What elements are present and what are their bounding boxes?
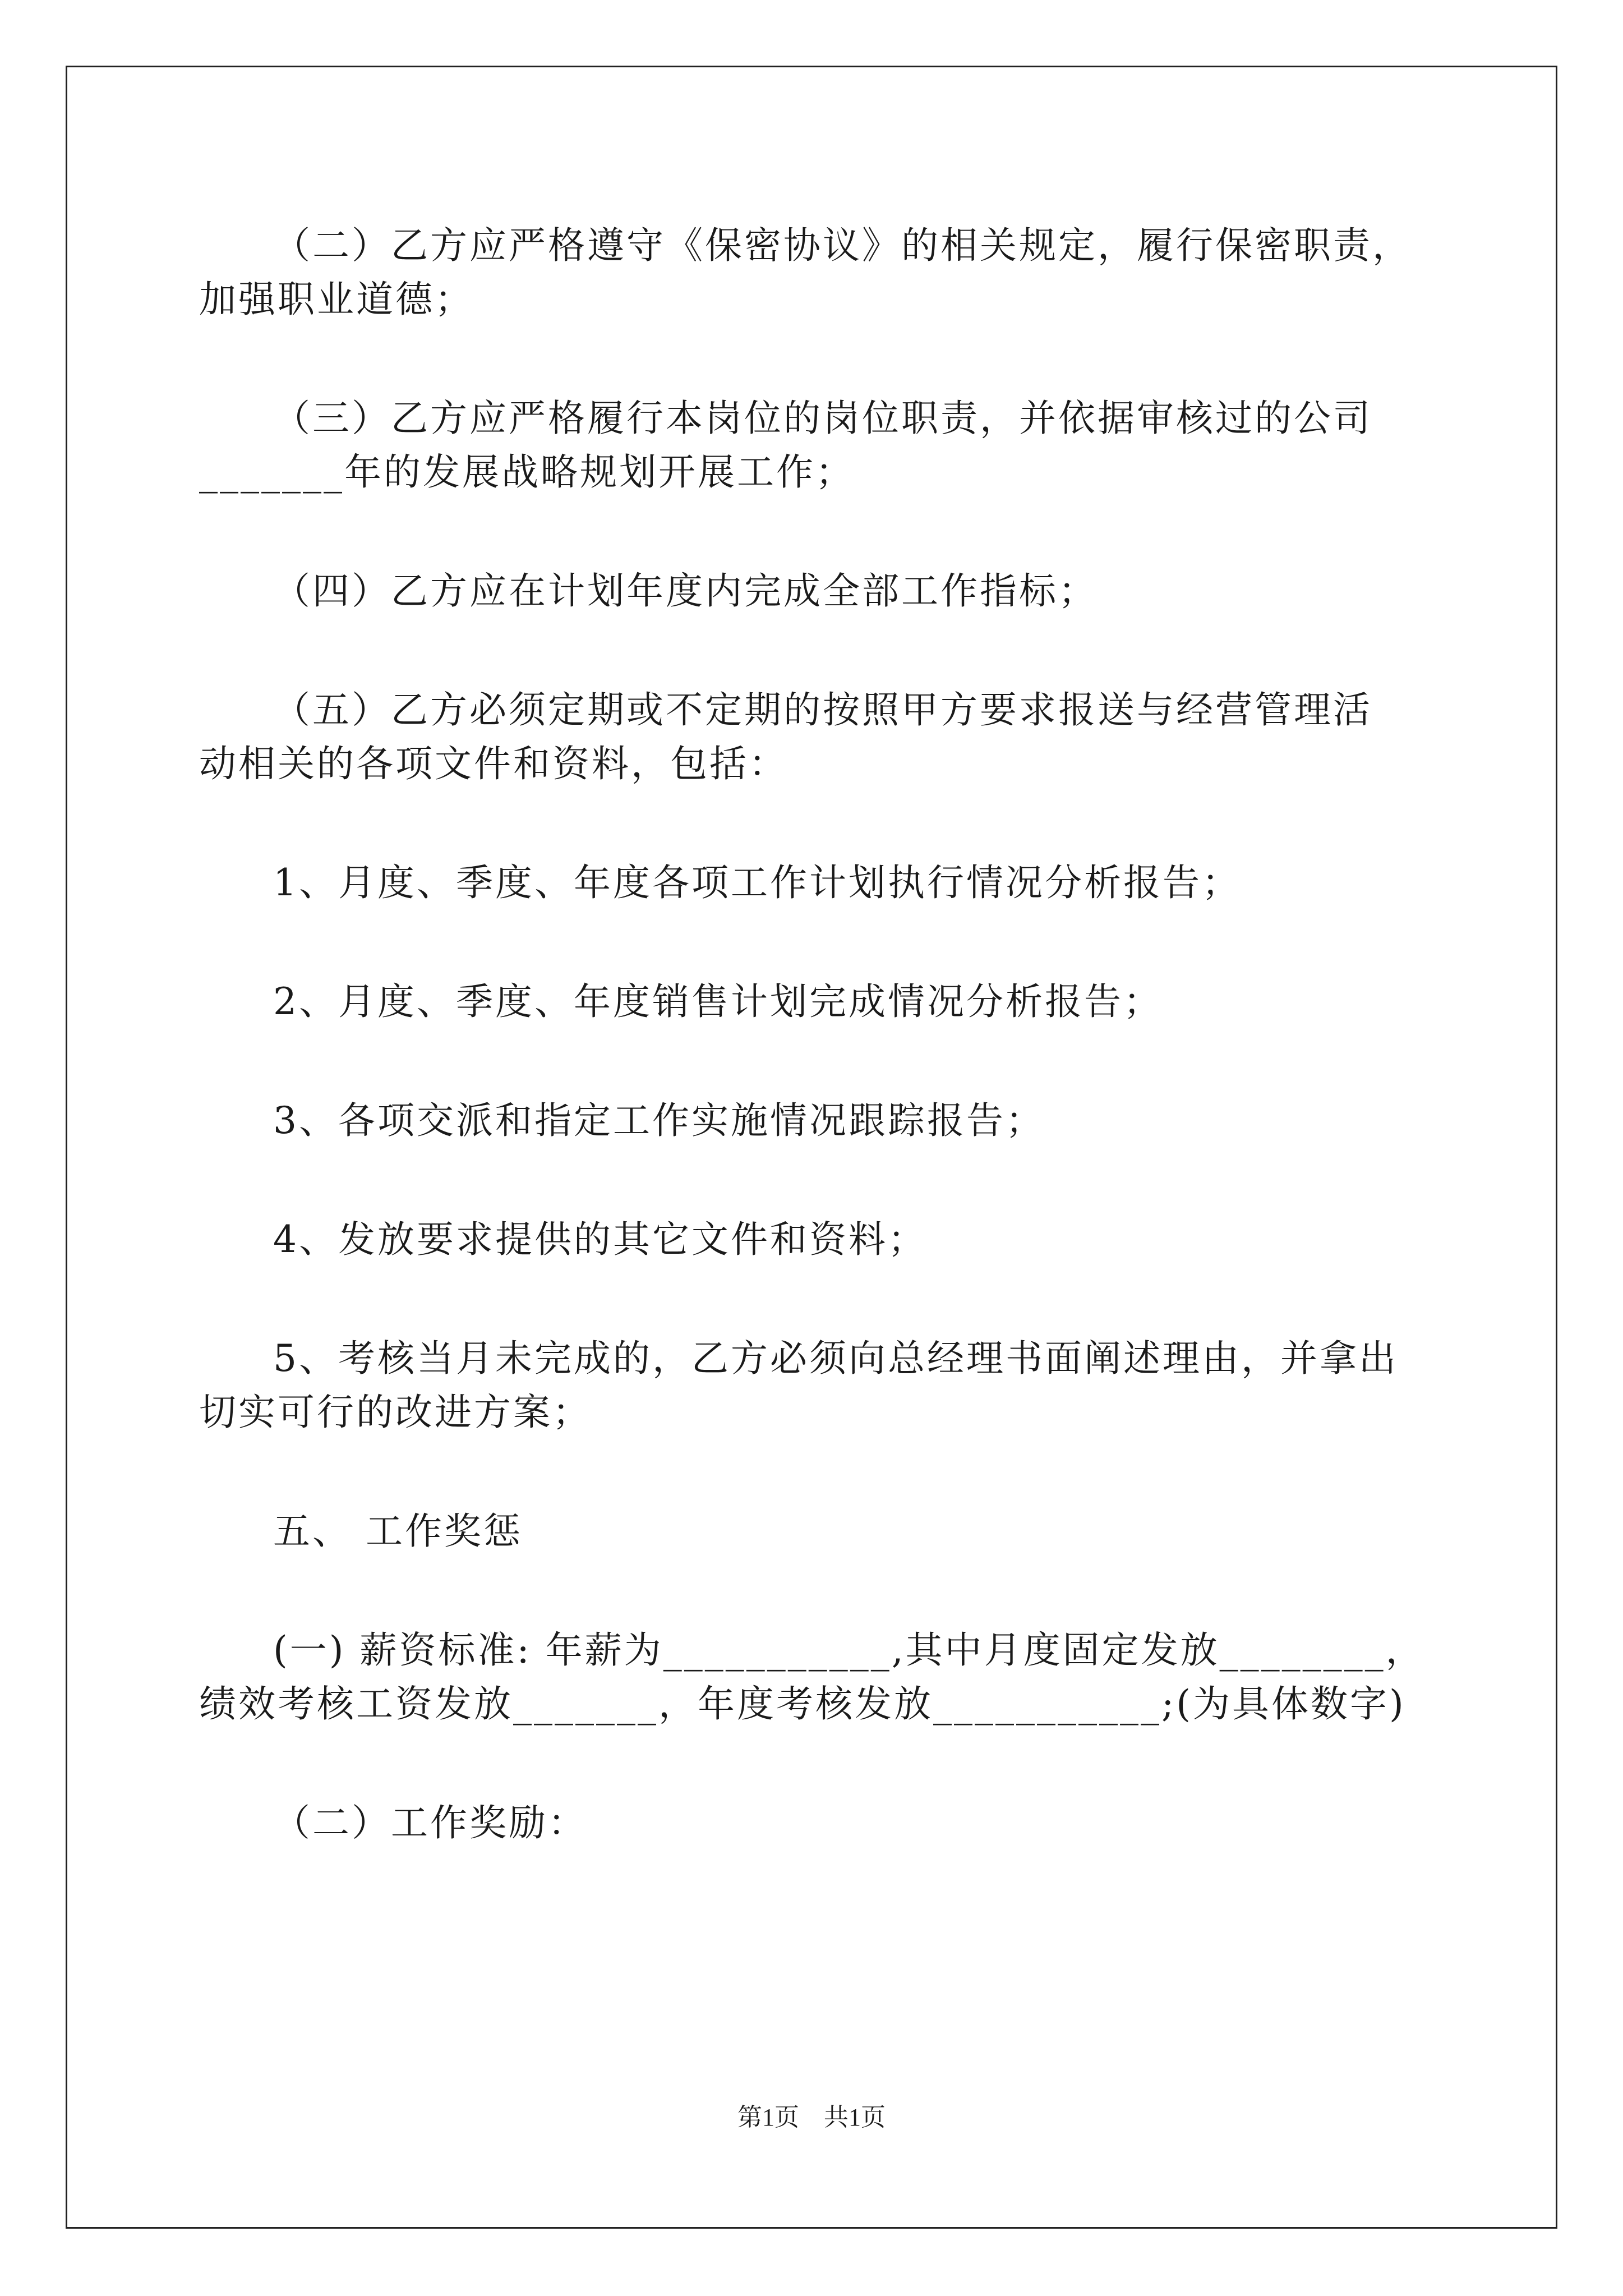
paragraph-line: （五）乙方必须定期或不定期的按照甲方要求报送与经营管理活 [273,688,1372,731]
paragraph-line: 1、月度、季度、年度各项工作计划执行情况分析报告； [273,861,1241,904]
document-body [199,219,1461,1850]
paragraph-line: 绩效考核工资发放_______，年度考核发放___________;(为具体数字) [199,1682,1406,1726]
paragraph [199,1332,1461,1439]
paragraph-line: 3、各项交派和指定工作实施情况跟踪报告； [273,1099,1045,1142]
paragraph-line: 5、考核当月未完成的，乙方必须向总经理书面阐述理由，并拿出 [273,1337,1398,1380]
paragraph-line: 加强职业道德； [199,278,474,321]
paragraph [199,564,1461,618]
paragraph [199,392,1461,499]
paragraph-line: 切实可行的改进方案； [199,1391,592,1434]
section-heading [199,1504,1461,1558]
paragraph [199,1796,1461,1850]
paragraph-line: 动相关的各项文件和资料，包括： [199,742,788,785]
paragraph [199,683,1461,791]
paragraph-line: （二）乙方应严格遵守《保密协议》的相关规定，履行保密职责， [273,224,1412,267]
paragraph [199,975,1461,1029]
page-footer [0,2101,1623,2134]
paragraph-line: （四）乙方应在计划年度内完成全部工作指标； [273,569,1098,613]
paragraph [199,1094,1461,1148]
paragraph [199,1213,1461,1267]
paragraph-line: 五、 工作奖惩 [273,1510,523,1553]
paragraph-line: (一) 薪资标准: 年薪为___________,其中月度固定发放________， [273,1628,1425,1672]
paragraph [199,1623,1461,1731]
paragraph [199,219,1461,326]
paragraph [199,856,1461,910]
paragraph-line: 4、发放要求提供的其它文件和资料； [273,1218,927,1261]
paragraph-line: _______年的发展战略规划开展工作； [199,450,855,494]
paragraph-line: 2、月度、季度、年度销售计划完成情况分析报告； [273,980,1163,1023]
paragraph-line: （二）工作奖励： [273,1801,587,1844]
paragraph-line: （三）乙方应严格履行本岗位的岗位职责，并依据审核过的公司 [273,397,1372,440]
page-number: 第1页 共1页 [737,2104,886,2131]
